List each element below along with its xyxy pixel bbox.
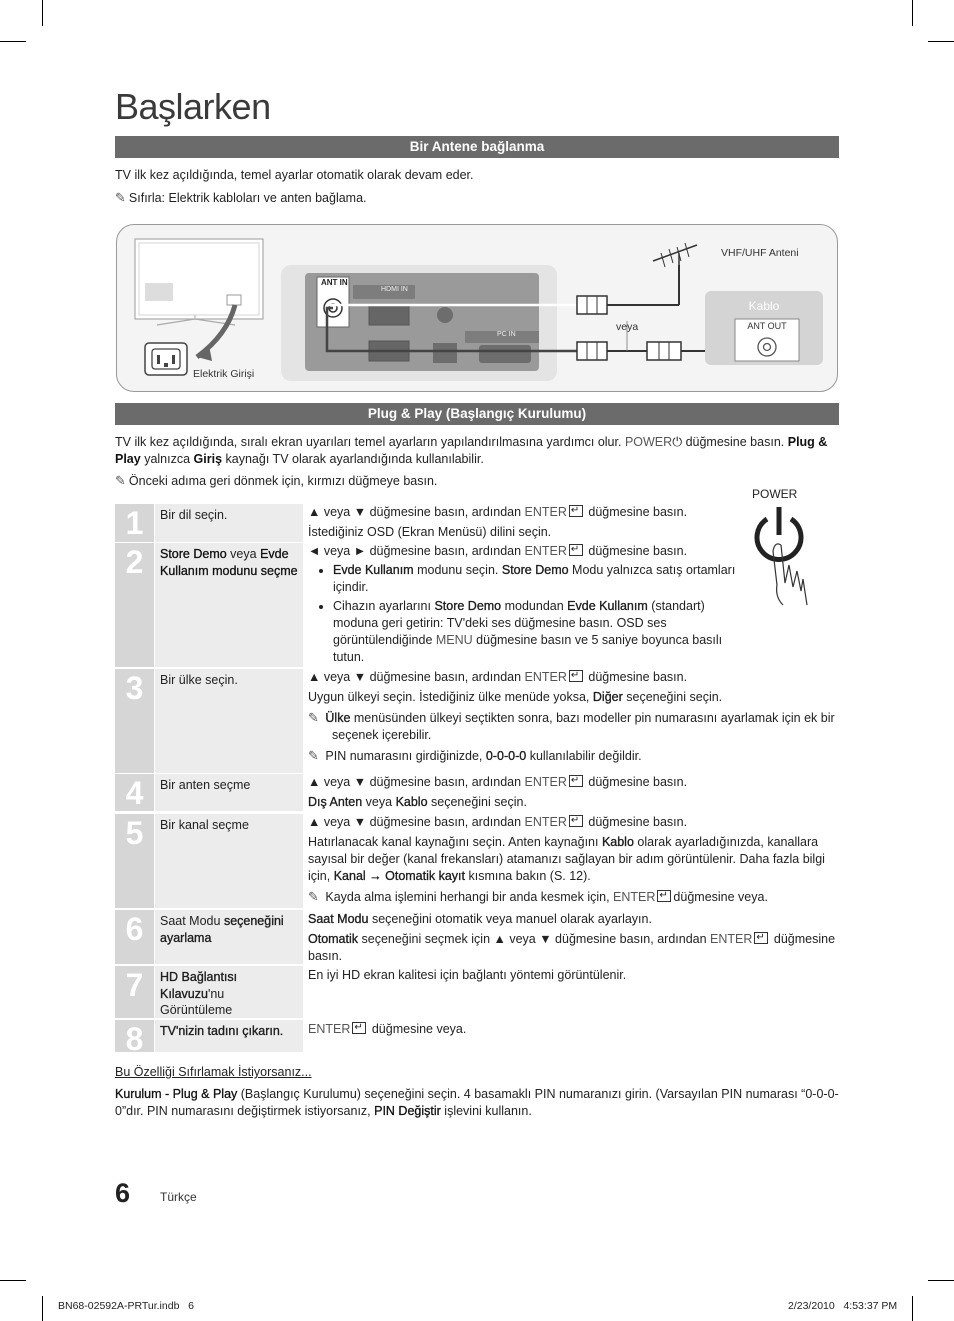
list-item: • Cihazın ayarlarını Store Demo modundan Evde Kullanım (standart) moduna geri getirin: TV'deki ses düğmesine basın. OSD ses görüntülendiğinde MENU düğmesine basın ve 5 saniye boyunca basılı tutun.	[333, 598, 738, 666]
step-description: ▲ veya ▼ düğmesine basın, ardından ENTER↵ düğmesine basın. Uygun ülkeyi seçin. İstediğiniz ülke menüde yoksa, Diğer seçeneğini seçin. ✎ Ülke menüsünden ülkeyi seçtikten sonra, bazı modeller pin numarasını ayarlamak için ek bir seçenek içerebilir. ✎ PIN numarasını girdiğinizde, 0-0-0-0 kullanılabilir değildir.	[308, 669, 836, 765]
step-label: Bir anten seçme	[155, 774, 303, 811]
coax-connector-icon	[577, 296, 607, 314]
language-label: Türkçe	[160, 1190, 197, 1204]
enter-icon	[569, 505, 583, 517]
crop-mark	[928, 1280, 954, 1281]
tv-illustration-icon	[135, 239, 263, 325]
crop-mark	[912, 1296, 913, 1321]
page-number: 6	[115, 1178, 131, 1208]
step-description: ▲ veya ▼ düğmesine basın, ardından ENTER↵ düğmesine basın. Dış Anten veya Kablo seçeneğini seçin.	[308, 774, 687, 811]
reset-text: Kurulum - Plug & Play (Başlangıç Kurulumu) seçeneğini seçin. 4 basamaklı PIN numaranızı girin. (Varsayılan PIN numarası “0-0-0-0”dır. PIN numarasını değiştirmek istiyorsanız, PIN Değiştir işlevini kullanın.	[115, 1087, 839, 1118]
enter-icon	[754, 932, 768, 944]
elektrik-label: Elektrik Girişi	[193, 368, 255, 380]
step-description: ▲ veya ▼ düğmesine basın, ardından ENTER↵ düğmesine basın. Hatırlanacak kanal kaynağını seçin. Anten kaynağını Kablo olarak ayarladığınızda, kanallara sayısal bir değer (kanal frekansları) atamanızı sağlayan bir adım görüntülenir. Daha fazla bilgi için, Kanal → Otomatik kayıt kısmına bakın (S. 12). ✎ Kayda alma işlemini herhangi bir anda kesmek için, ENTER↵ düğmesine veya.	[308, 814, 836, 906]
note-pencil-icon: ✎	[308, 711, 319, 726]
note-pencil-icon: ✎	[115, 191, 126, 206]
crop-mark	[928, 41, 954, 42]
power-label: POWER	[752, 487, 798, 501]
crop-mark	[42, 0, 43, 26]
step-number: 8	[115, 1020, 154, 1052]
file-info: BN68-02592A-PRTur.indb 6	[58, 1300, 194, 1312]
step-number: 2	[115, 543, 154, 667]
ant-in-label: ANT IN	[321, 278, 348, 287]
step-label: Bir ülke seçin.	[155, 669, 303, 773]
tv-back-panel	[305, 273, 539, 371]
crop-mark	[912, 0, 913, 26]
enter-icon	[352, 1022, 366, 1034]
step-description: ENTER↵ düğmesine veya.	[308, 1021, 466, 1038]
veya-label: veya	[616, 321, 639, 333]
crop-mark	[0, 1280, 26, 1281]
step-number: 7	[115, 966, 154, 1018]
step-number: 4	[115, 774, 154, 811]
section-header-plug-play: Plug & Play (Başlangıç Kurulumu)	[115, 403, 839, 425]
power-button-hand-icon	[745, 505, 820, 610]
section2-intro: TV ilk kez açıldığında, sıralı ekran uyarıları temel ayarların yapılandırılmasına yardımcı olur. POWER⏻ düğmesine basın. Plug & Play yalnızca Giriş kaynağı TV olarak ayarlandığında kullanılabilir.	[115, 434, 828, 466]
enter-icon	[657, 890, 671, 902]
page-title: Başlarken	[115, 86, 271, 127]
step-number: 6	[115, 910, 154, 964]
step-number: 1	[115, 504, 154, 542]
step-label: Saat Modu seçeneğini ayarlama	[155, 910, 303, 964]
list-item: • Evde Kullanım modunu seçin. Store Demo Modu yalnızca satış ortamları içindir.	[333, 562, 738, 596]
note-pencil-icon: ✎	[308, 890, 319, 905]
pc-in-label: PC IN	[497, 331, 516, 338]
antenna-icon	[653, 243, 697, 267]
enter-icon	[569, 670, 583, 682]
vhf-label: VHF/UHF Anteni	[721, 247, 799, 259]
crop-mark	[42, 1296, 43, 1321]
power-icon: ⏻	[672, 434, 683, 449]
antenna-connection-diagram	[116, 224, 838, 392]
section2-note: ✎ Önceki adıma geri dönmek için, kırmızı düğmeye basın.	[115, 474, 438, 489]
step-description: Saat Modu seçeneğini otomatik veya manuel olarak ayarlayın. Otomatik seçeneğini seçmek için ▲ veya ▼ düğmesine basın, ardından ENTER↵ düğmesine basın.	[308, 911, 836, 965]
step-label: Store Demo veya Evde Kullanım modunu seçme	[155, 543, 303, 667]
section1-text: TV ilk kez açıldığında, temel ayarlar otomatik olarak devam eder.	[115, 168, 474, 182]
step-number: 3	[115, 669, 154, 773]
ant-out-label: ANT OUT	[747, 321, 787, 331]
step-label: Bir kanal seçme	[155, 814, 303, 908]
crop-mark	[0, 41, 26, 42]
date-info: 2/23/2010 4:53:37 PM	[788, 1300, 898, 1312]
enter-icon	[569, 775, 583, 787]
step-label: TV'nizin tadını çıkarın.	[155, 1020, 303, 1052]
step-label: HD Bağlantısı Kılavuzu'nu Görüntüleme	[155, 966, 303, 1018]
power-socket-icon	[145, 343, 187, 375]
reset-heading: Bu Özelliği Sıfırlamak İstiyorsanız...	[115, 1065, 312, 1079]
step-label: Bir dil seçin.	[155, 504, 303, 542]
section1-note: ✎ Sıfırla: Elektrik kabloları ve anten bağlama.	[115, 191, 367, 206]
enter-icon	[569, 544, 583, 556]
ant-out-port-icon	[758, 338, 776, 356]
hdmi-in-label: HDMI IN	[381, 286, 408, 293]
step-number: 5	[115, 814, 154, 908]
step-description: En iyi HD ekran kalitesi için bağlantı yöntemi görüntülenir.	[308, 968, 627, 982]
step-description: ▲ veya ▼ düğmesine basın, ardından ENTER↵ düğmesine basın. İstediğiniz OSD (Ekran Menüsü) dilini seçin.	[308, 504, 687, 541]
enter-icon	[569, 815, 583, 827]
note-pencil-icon: ✎	[115, 474, 126, 489]
step-description: ◄ veya ► düğmesine basın, ardından ENTER↵ düğmesine basın. • Evde Kullanım modunu seçin. Store Demo Modu yalnızca satış ortamları içindir. • Cihazın ayarlarını Store Demo modundan Evde Kullanım (standart) moduna geri getirin: TV'deki ses düğmesine basın. OSD ses görüntülendiğinde MENU düğmesine basın ve 5 saniye boyunca basılı tutun.	[308, 543, 738, 668]
note-pencil-icon: ✎	[308, 749, 319, 764]
kablo-label: Kablo	[748, 299, 780, 313]
section-header-antenna: Bir Antene bağlanma	[115, 136, 839, 158]
